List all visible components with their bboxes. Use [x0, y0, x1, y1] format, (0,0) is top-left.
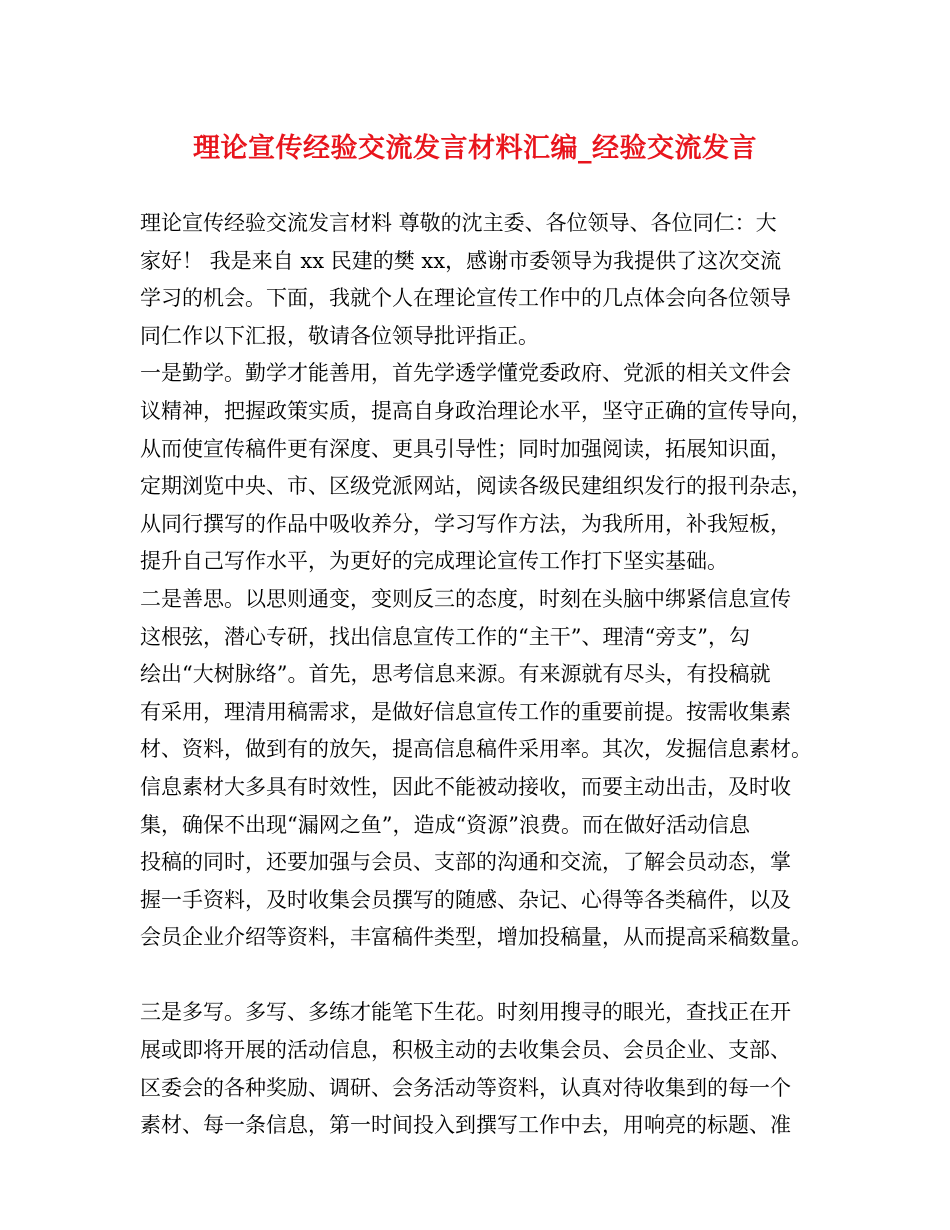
text-line: 一是勤学。勤学才能善用，首先学透学懂党委政府、党派的相关文件会 [140, 361, 791, 386]
text-line: 有采用，理清用稿需求，是做好信息宣传工作的重要前提。按需收集素 [140, 699, 791, 724]
text-line: 材、资料，做到有的放矢，提高信息稿件采用率。其次，发掘信息素材。 [140, 737, 812, 762]
text-line: 握一手资料，及时收集会员撰写的随感、杂记、心得等各类稿件，以及 [140, 887, 791, 912]
text-line: 议精神，把握政策实质，提高自身政治理论水平，坚守正确的宣传导向， [140, 398, 812, 423]
text-line: 展或即将开展的活动信息，积极主动的去收集会员、会员企业、支部、 [140, 1038, 791, 1063]
document-body [140, 205, 830, 1145]
text-line: 二是善思。以思则通变，变则反三的态度，时刻在头脑中绑紧信息宣传 [140, 586, 791, 611]
text-line: 这根弦，潜心专研，找出信息宣传工作的“主干”、理清“旁支”，勾 [140, 624, 750, 649]
text-line: 三是多写。多写、多练才能笔下生花。时刻用搜寻的眼光，查找正在开 [140, 1000, 791, 1025]
document-title: 理论宣传经验交流发言材料汇编_经验交流发言 [193, 133, 757, 164]
text-line: 会员企业介绍等资料，丰富稿件类型，增加投稿量，从而提高采稿数量。 [140, 925, 812, 950]
text-line: 集，确保不出现“漏网之鱼”，造成“资源”浪费。而在做好活动信息 [140, 812, 750, 837]
text-line: 定期浏览中央、市、区级党派网站，阅读各级民建组织发行的报刊杂志， [140, 474, 812, 499]
text-line: 家好！ 我是来自 xx 民建的樊 xx，感谢市委领导为我提供了这次交流 [140, 248, 782, 273]
text-line: 区委会的各种奖励、调研、会务活动等资料，认真对待收集到的每一个 [140, 1075, 791, 1100]
text-line: 从而使宣传稿件更有深度、更具引导性；同时加强阅读，拓展知识面， [140, 436, 791, 461]
text-line: 提升自己写作水平，为更好的完成理论宣传工作打下坚实基础。 [140, 549, 728, 574]
text-line: 学习的机会。下面，我就个人在理论宣传工作中的几点体会向各位领导 [140, 286, 791, 311]
text-line: 绘出“大树脉络”。首先，思考信息来源。有来源就有尽头，有投稿就 [140, 662, 771, 687]
paragraph-gap [140, 957, 830, 995]
text-line: 理论宣传经验交流发言材料 尊敬的沈主委、各位领导、各位同仁：大 [140, 211, 777, 235]
text-line: 信息素材大多具有时效性，因此不能被动接收，而要主动出击，及时收 [140, 774, 791, 799]
text-line: 投稿的同时，还要加强与会员、支部的沟通和交流，了解会员动态，掌 [140, 850, 791, 875]
text-line: 同仁作以下汇报，敬请各位领导批评指正。 [140, 323, 539, 348]
text-line: 素材、每一条信息，第一时间投入到撰写工作中去，用响亮的标题、准 [140, 1113, 791, 1138]
text-line: 从同行撰写的作品中吸收养分，学习写作方法，为我所用，补我短板， [140, 511, 791, 536]
